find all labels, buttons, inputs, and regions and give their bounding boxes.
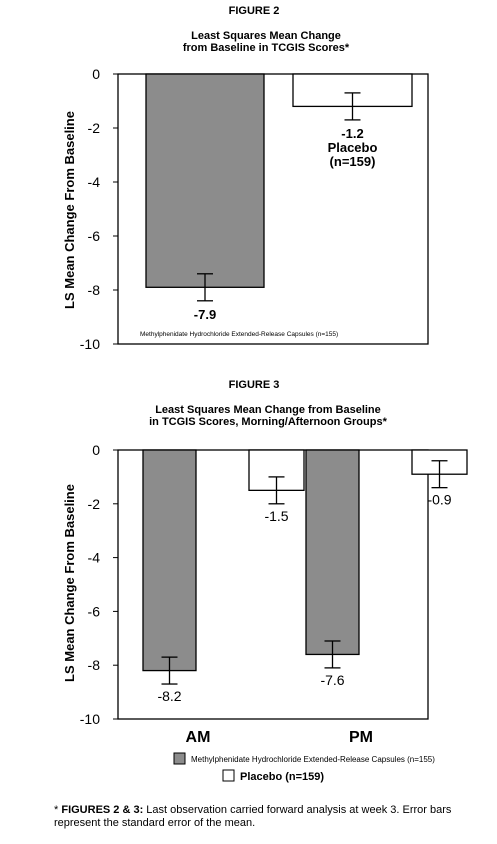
fig2-ytick-label: -8: [87, 282, 100, 298]
fig2-placebo-n-label: (n=159): [329, 153, 376, 169]
figure2-title-line2: from Baseline in TCGIS Scores*: [182, 42, 350, 54]
fig3-ytick-label: -4: [87, 549, 100, 566]
fig3-category-label: PM: [349, 729, 373, 746]
fig3-data-label: -0.9: [427, 491, 452, 508]
figure2-title-line1: Least Squares Mean Change: [191, 30, 341, 42]
fig2-ytick-label: -10: [79, 336, 100, 352]
fig3-bar: [306, 450, 359, 654]
fig2-data-label: -7.9: [193, 306, 217, 322]
fig2-ytick-label: -6: [87, 228, 100, 244]
fig3-ytick-label: -10: [79, 711, 100, 727]
fig3-ytick-label: -6: [87, 603, 100, 620]
fig3-data-label: -1.5: [264, 507, 289, 524]
figure3-title-line1: Least Squares Mean Change from Baseline: [155, 404, 381, 416]
figure3-y-axis-label: LS Mean Change From Baseline: [62, 484, 77, 682]
fig2-data-label: -1.2: [341, 125, 364, 141]
legend-label-methylphenidate: Methylphenidate Hydrochloride Extended-Release Capsules (n=155): [191, 755, 435, 764]
figure3-label: FIGURE 3: [228, 379, 280, 391]
fig3-ytick-label: -2: [87, 495, 100, 512]
legend-label-placebo: Placebo (n=159): [240, 771, 325, 783]
footnote: [54, 804, 484, 830]
legend-swatch-methylphenidate: [174, 753, 185, 764]
fig3-bar: [143, 450, 196, 671]
fig3-data-label: -8.2: [157, 688, 182, 705]
fig3-data-label: -7.6: [320, 671, 345, 688]
fig2-ytick-label: 0: [92, 66, 100, 82]
figure2-label: FIGURE 2: [228, 5, 280, 17]
fig2-ytick-label: -4: [87, 174, 100, 190]
footnote-bold: FIGURES 2 & 3:: [61, 804, 144, 816]
fig2-placebo-label: Placebo: [327, 139, 378, 155]
fig2-bar: [146, 74, 264, 287]
figure3-title-line2: in TCGIS Scores, Morning/Afternoon Groups*: [149, 416, 387, 428]
figure2-inner-note: Methylphenidate Hydrochloride Extended-Release Capsules (n=155): [140, 331, 339, 338]
fig2-ytick-label: -2: [87, 120, 100, 136]
footnote-text: Last observation carried forward analysis at week 3. Error bars represent the standard error of the mean.: [54, 804, 452, 829]
fig3-category-label: AM: [185, 729, 211, 746]
footnote-marker: *: [54, 804, 62, 816]
figure2-y-axis-label: LS Mean Change From Baseline: [62, 111, 77, 309]
fig3-ytick-label: -8: [87, 657, 100, 674]
legend-swatch-placebo: [223, 770, 234, 781]
fig3-ytick-label: 0: [92, 442, 100, 458]
